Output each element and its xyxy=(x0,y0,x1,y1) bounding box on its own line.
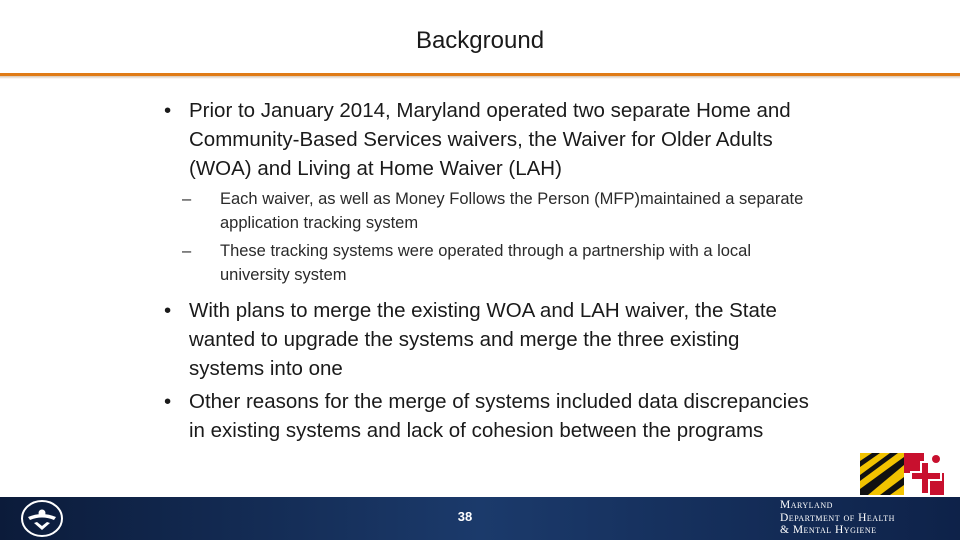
department-seal-icon xyxy=(20,499,64,538)
maryland-flag-logo-icon xyxy=(860,449,948,495)
org-name-line: & Mental Hygiene xyxy=(780,524,877,536)
bullet-text: With plans to merge the existing WOA and LAH waiver, the State wanted to upgrade the systems and merge the three existing systems into one xyxy=(189,299,777,380)
footer-bar xyxy=(0,497,960,540)
bullet-dot-icon: • xyxy=(164,99,172,122)
bullet-text: Prior to January 2014, Maryland operated two separate Home and Community-Based Services waivers, the Waiver for Older Adults (WOA) and Living at Home Waiver (LAH) xyxy=(189,99,791,180)
slide-title: Background xyxy=(415,27,545,54)
dash-icon: – xyxy=(182,190,192,208)
bullet-item xyxy=(162,96,812,183)
sub-bullet-text: These tracking systems were operated through a partnership with a local university system xyxy=(220,242,752,284)
org-name-line: Maryland xyxy=(780,499,833,511)
bullet-dot-icon: • xyxy=(164,390,172,413)
sub-bullet-item xyxy=(162,239,812,287)
bullet-item xyxy=(162,387,812,445)
slide-content xyxy=(162,96,812,445)
bullet-dot-icon: • xyxy=(164,299,172,322)
organization-name xyxy=(780,499,955,537)
bullet-item xyxy=(162,296,812,383)
sub-bullet-item xyxy=(162,187,812,235)
dash-icon: – xyxy=(182,242,192,260)
bullet-text: Other reasons for the merge of systems included data discrepancies in existing systems and lack of cohesion between the programs xyxy=(189,390,809,442)
org-name-line: Department of Health xyxy=(780,511,895,524)
title-divider-shadow xyxy=(0,76,960,79)
sub-bullet-text: Each waiver, as well as Money Follows the Person (MFP)maintained a separate application tracking system xyxy=(220,190,804,232)
page-number: 38 xyxy=(457,509,473,524)
